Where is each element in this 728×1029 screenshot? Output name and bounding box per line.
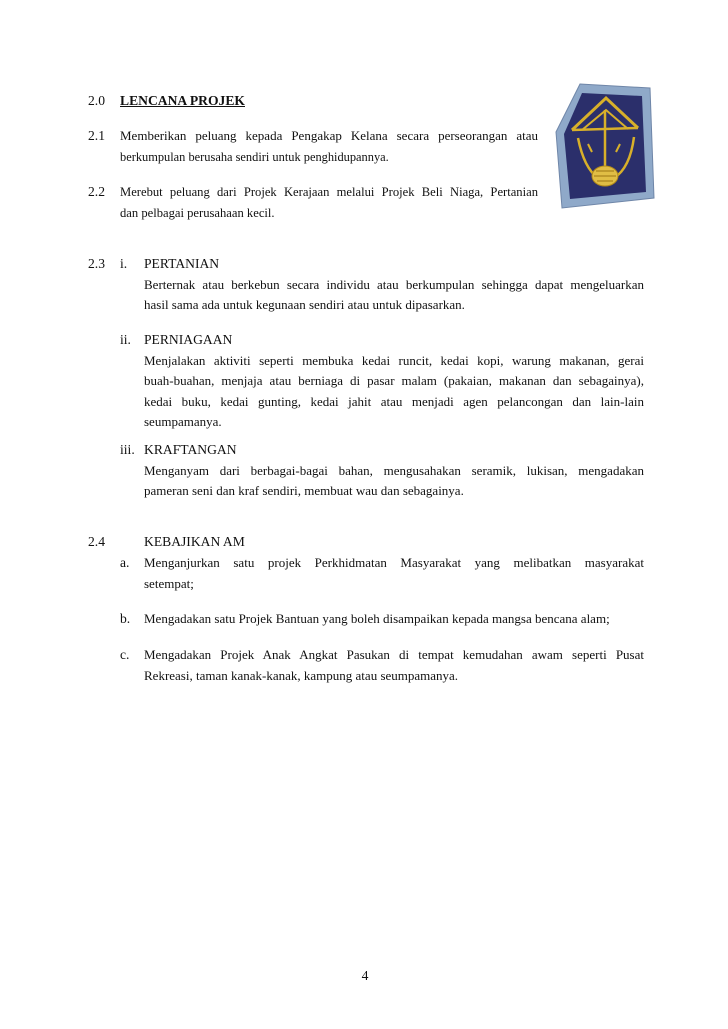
item-heading: KRAFTANGAN [144, 442, 237, 457]
list-marker: iii. [120, 442, 135, 457]
paragraph-line: Mengadakan satu Projek Bantuan yang boleh disampaikan kepada mangsa bencana alam; [144, 611, 610, 626]
list-marker: i. [120, 256, 128, 271]
list-marker: ii. [120, 332, 131, 347]
paragraph-line: seumpamanya. [144, 414, 222, 429]
paragraph-line: setempat; [144, 575, 194, 591]
project-badge-icon [554, 82, 656, 212]
section-number: 2.4 [88, 534, 105, 549]
paragraph-line: hasil sama ada untuk kegunaan sendiri atau untuk dipasarkan. [144, 297, 465, 312]
paragraph-line: kedai buku, kedai gunting, kedai jahit atau menjadi agen pelancongan dan lain-lain [144, 393, 644, 409]
paragraph-line: Merebut peluang dari Projek Kerajaan melalui Projek Beli Niaga, Pertanian [120, 185, 538, 199]
section-number: 2.3 [88, 256, 105, 271]
paragraph-line: Menjalakan aktiviti seperti membuka kedai runcit, kedai kopi, warung makanan, gerai [144, 352, 644, 368]
paragraph-line: Berternak atau berkebun secara individu atau berkumpulan sehingga dapat mengeluarkan [144, 276, 644, 292]
paragraph-line: Mengadakan Projek Anak Angkat Pasukan di tempat kemudahan awam seperti Pusat [144, 647, 644, 662]
list-item [144, 645, 644, 686]
section-paragraph [120, 126, 538, 167]
paragraph-line: pameran seni dan kraf sendiri, membuat wau dan sebagainya. [144, 483, 464, 498]
list-item [144, 553, 644, 594]
section-heading: KEBAJIKAN AM [144, 534, 245, 549]
paragraph-line: dan pelbagai perusahaan kecil. [120, 205, 275, 220]
section-number: 2.1 [88, 128, 105, 143]
list-marker: c. [120, 647, 130, 662]
list-marker: b. [120, 611, 131, 626]
section-paragraph [120, 182, 538, 223]
list-marker: a. [120, 555, 130, 570]
section-number: 2.0 [88, 93, 105, 108]
paragraph-line: Memberikan peluang kepada Pengakap Kelana secara perseorangan atau [120, 128, 538, 143]
list-item [144, 609, 644, 630]
paragraph-line: berkumpulan berusaha sendiri untuk penghidupannya. [120, 149, 389, 164]
page-number: 4 [361, 968, 369, 983]
paragraph-line: Rekreasi, taman kanak-kanak, kampung atau seumpamanya. [144, 667, 459, 683]
list-item [144, 330, 644, 433]
paragraph-line: Menganyam dari berbagai-bagai bahan, mengusahakan seramik, lukisan, mengadakan [144, 462, 644, 478]
paragraph-line: Menganjurkan satu projek Perkhidmatan Masyarakat yang melibatkan masyarakat [144, 555, 644, 570]
section-title: LENCANA PROJEK [120, 93, 245, 108]
list-item [144, 254, 644, 316]
paragraph-line: buah-buahan, menjaja atau berniaga di pasar malam (pakaian, makanan dan sebagainya), [144, 373, 644, 388]
item-heading: PERTANIAN [144, 256, 220, 271]
item-heading: PERNIAGAAN [144, 332, 233, 347]
section-number: 2.2 [88, 184, 105, 199]
list-item [144, 440, 644, 502]
